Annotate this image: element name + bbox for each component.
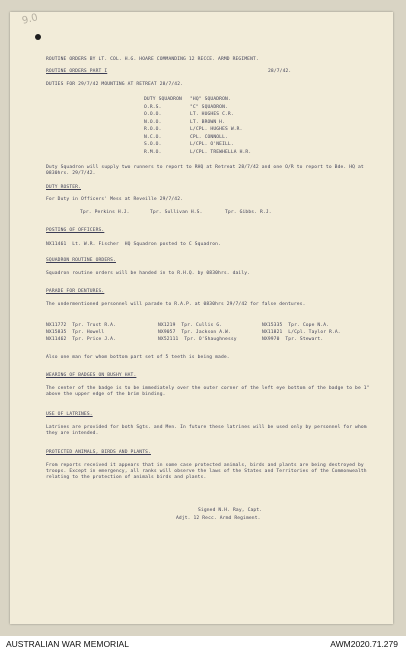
officers-mess-line: For Duty in Officers' Mess at Reveille 29/7/42. — [46, 197, 184, 202]
duty-note: Duty Squadron will supply two runners to report to RHQ at Retreat 28/7/42 and one O/R to report to Bde. HQ at 0830hrs. 29/7/42. — [46, 165, 364, 177]
dentures-extra: Also one man for whom bottom part set of 5 teeth is being made. — [46, 355, 230, 360]
roster-name: L/CPL. TREWHELLA H.R. — [190, 149, 252, 155]
mess-trooper: Tpr. Gibbs. R.J. — [225, 210, 272, 215]
roster-role: S.O.O. — [144, 142, 162, 147]
roster-name: "C" SQUADRON. — [190, 104, 228, 110]
roster-row — [144, 142, 324, 150]
posting-heading: POSTING OF OFFICERS. — [46, 228, 105, 233]
protected-text: From reports received it appears that in some case protected animals, birds and plants are being destroyed by troops. Except in emergency, all ranks will observe the laws of the States and Territories of the Commonwealth relating to the protection of animals birds and plants. — [46, 463, 367, 481]
roster-name: L/CPL. O'NEILL. — [190, 142, 234, 147]
roster-name: CPL. CONNOLL. — [190, 134, 228, 140]
dentures-entry: NX11821 L/Cpl. Taylor R.A. — [262, 330, 341, 335]
accession-number: AWM2020.71.279 — [330, 639, 398, 649]
dentures-entry: NX11462 Tpr. Price J.A. — [46, 337, 116, 342]
duty-roster — [144, 97, 324, 157]
document-title: ROUTINE ORDERS BY LT. COL. H.G. HOARE COMMANDING 12 RECCE. ARMD REGIMENT. — [46, 57, 259, 62]
roster-row — [144, 105, 324, 113]
pencil-mark: 9.0 — [20, 12, 40, 27]
duty-roster-heading: DUTY ROSTER. — [46, 185, 81, 190]
dentures-entry: NX9057 Tpr. Jackson A.W. — [158, 330, 231, 335]
document-subtitle: ROUTINE ORDERS PART I — [46, 69, 108, 74]
roster-role: R.O.O. — [144, 127, 162, 132]
archive-footer — [0, 636, 406, 653]
mess-trooper: Tpr. Sullivan H.S. — [150, 210, 203, 215]
signature-line-1: Signed N.H. Ray, Capt. — [198, 508, 263, 513]
dentures-entry: NX9970 Tpr. Stewart. — [262, 337, 324, 342]
roster-row — [144, 135, 324, 143]
roster-role: R.M.O. — [144, 149, 162, 155]
roster-name: "HQ" SQUADRON. — [190, 97, 231, 102]
roster-row — [144, 97, 324, 105]
dentures-entry: NX15835 Tpr. Howell — [46, 330, 105, 335]
parade-heading: PARADE FOR DENTURES. — [46, 289, 105, 294]
badge-heading: WEARING OF BADGES ON BUSHY HAT. — [46, 373, 137, 378]
squadron-heading: SQUADRON ROUTINE ORDERS. — [46, 258, 116, 263]
roster-role: O.O.O. — [144, 112, 162, 117]
badge-text: The center of the badge is to be immediately over the outer corner of the left eye bottom of the badge to be 1" above the upper edge of the brim binding. — [46, 386, 370, 398]
roster-row — [144, 127, 324, 135]
roster-name: LT. HUGHES C.R. — [190, 112, 234, 117]
dentures-entry: NX11772 Tpr. Trust R.A. — [46, 323, 116, 328]
archive-name: AUSTRALIAN WAR MEMORIAL — [6, 639, 129, 649]
roster-role: DUTY SQUADRON — [144, 97, 182, 102]
roster-role: N.C.O. — [144, 134, 162, 140]
duties-line: DUTIES FOR 29/7/42 MOUNTING AT RETREAT 28/7/42. — [46, 82, 184, 87]
signature-line-2: Adjt. 12 Recc. Armd Regiment. — [176, 516, 261, 521]
protected-heading: PROTECTED ANIMALS, BIRDS AND PLANTS. — [46, 450, 151, 455]
squadron-text: Squadron routine orders will be handed in to R.H.Q. by 0830hrs. daily. — [46, 271, 251, 276]
roster-row — [144, 150, 324, 158]
latrines-text: Latrines are provided for both Sgts. and Men. In future these latrines will be used only by personnel for whom they are intended. — [46, 425, 367, 437]
roster-row — [144, 120, 324, 128]
parade-text: The undermentioned personnel will parade to R.A.P. at 0830hrs 29/7/42 for false dentures. — [46, 302, 306, 307]
document-date: 28/7/42. — [268, 69, 292, 74]
roster-name: LT. BROWN H. — [190, 119, 225, 125]
roster-name: L/CPL. HUGHES W.R. — [190, 127, 243, 132]
dentures-entry: NX52111 Tpr. O'Shaughnessy — [158, 337, 237, 342]
latrines-heading: USE OF LATRINES. — [46, 412, 93, 417]
roster-role: O.R.S. — [144, 104, 162, 110]
dentures-entry: NX1219 Tpr. Cullis G. — [158, 323, 223, 328]
dentures-entry: NX15335 Tpr. Cope N.A. — [262, 323, 330, 328]
posting-line: NX11461 Lt. W.R. Fischer HQ Squadron posted to C Squadron. — [46, 242, 221, 247]
punch-hole — [35, 34, 41, 40]
mess-trooper: Tpr. Perkins H.J. — [80, 210, 130, 215]
roster-role: N.O.O. — [144, 119, 162, 125]
roster-row — [144, 112, 324, 120]
